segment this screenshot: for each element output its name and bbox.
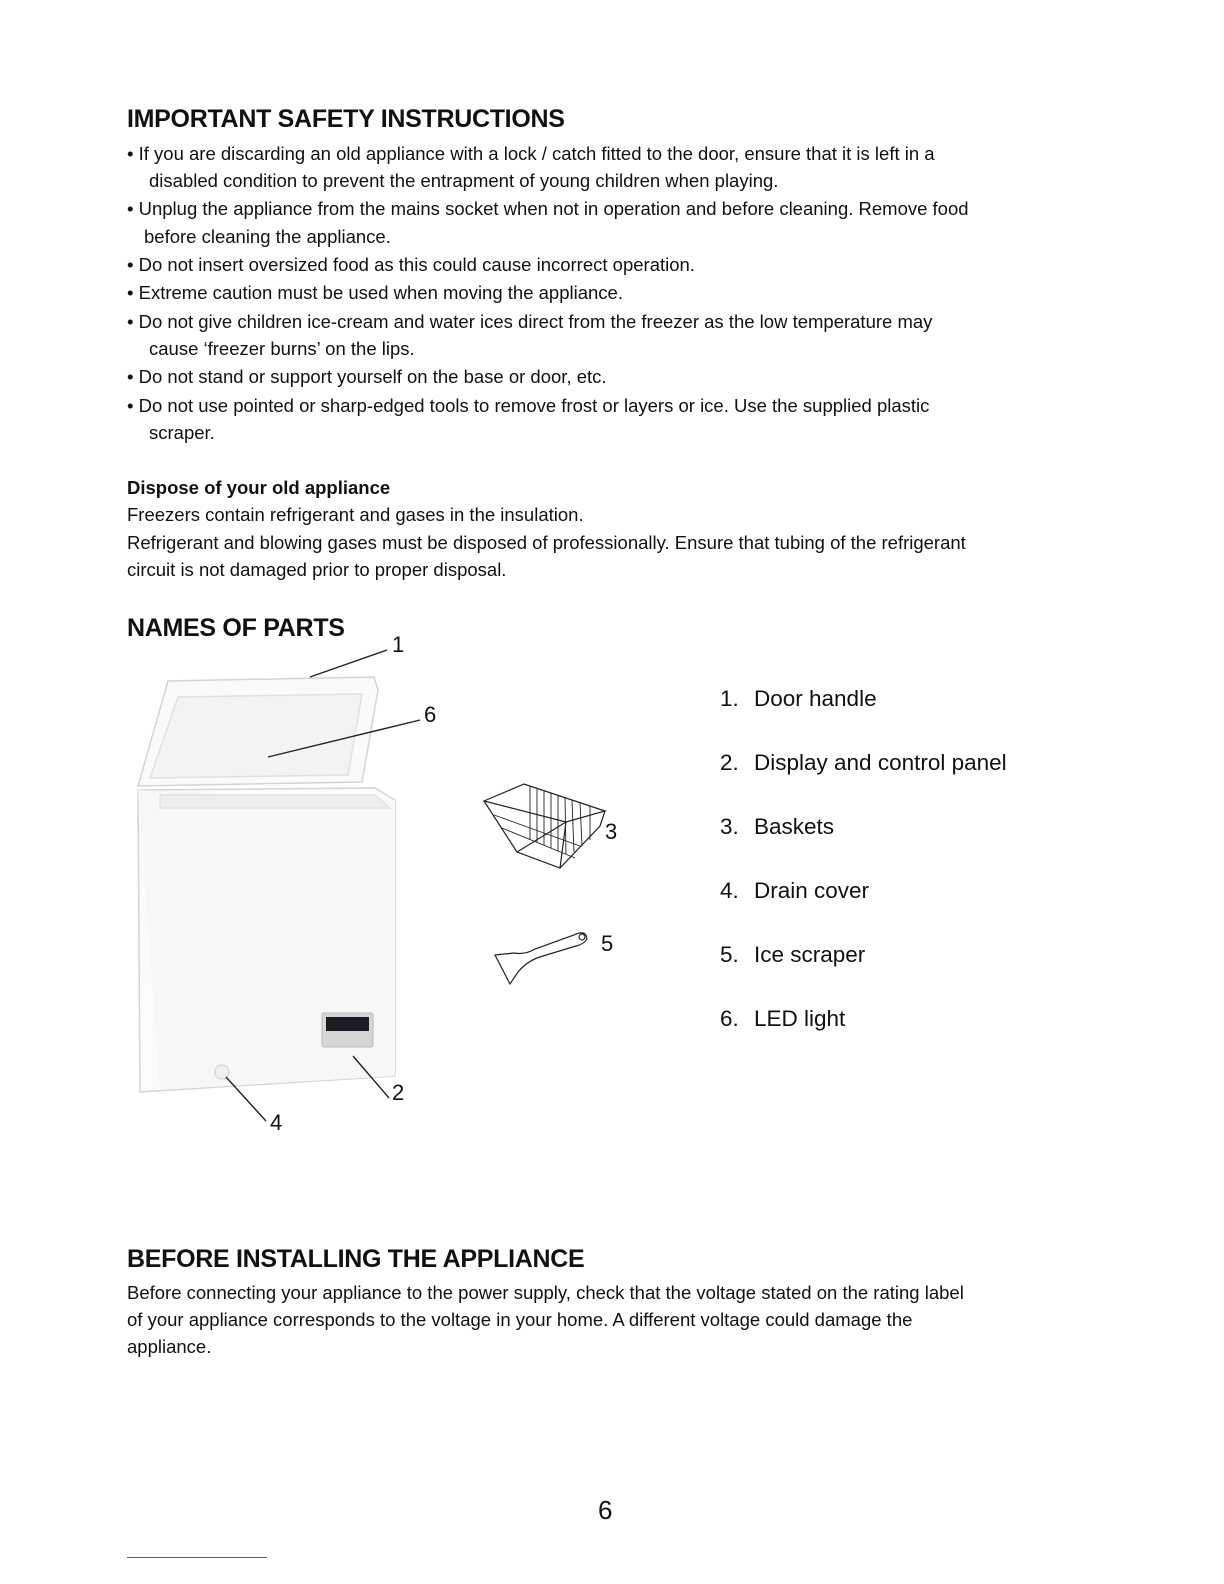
safety-line: • Unplug the appliance from the mains socket when not in operation and before cleaning. Remove food — [127, 198, 969, 219]
parts-heading: NAMES OF PARTS — [127, 614, 345, 642]
part-label: Display and control panel — [754, 750, 1007, 775]
footnote-divider — [127, 1557, 267, 1558]
installing-line: appliance. — [127, 1336, 212, 1357]
part-label: Baskets — [754, 814, 835, 839]
part-number: 6. — [720, 1006, 739, 1031]
installing-line: Before connecting your appliance to the power supply, check that the voltage stated on the rating label — [127, 1282, 964, 1303]
callout-5: 5 — [601, 931, 614, 956]
drain-cover — [215, 1065, 229, 1079]
part-number: 1. — [720, 686, 739, 711]
part-number: 4. — [720, 878, 739, 903]
dispose-line: circuit is not damaged prior to proper disposal. — [127, 559, 507, 580]
safety-line: cause ‘freezer burns’ on the lips. — [149, 338, 415, 359]
part-item — [720, 942, 865, 968]
basket-drawing — [484, 784, 605, 868]
part-item — [720, 878, 869, 904]
safety-line: • Extreme caution must be used when moving the appliance. — [127, 282, 623, 303]
safety-heading: IMPORTANT SAFETY INSTRUCTIONS — [127, 105, 565, 133]
callout-1: 1 — [392, 632, 405, 657]
part-label: Ice scraper — [754, 942, 866, 967]
dispose-heading: Dispose of your old appliance — [127, 477, 391, 498]
safety-line: before cleaning the appliance. — [144, 226, 391, 247]
safety-line: scraper. — [149, 422, 215, 443]
safety-line: • If you are discarding an old appliance with a lock / catch fitted to the door, ensure that it is left in a — [127, 143, 935, 164]
callout-4: 4 — [270, 1110, 283, 1135]
page-number: 6 — [598, 1495, 613, 1525]
part-item — [720, 750, 1007, 776]
safety-line: • Do not stand or support yourself on the base or door, etc. — [127, 366, 607, 387]
part-item — [720, 814, 834, 840]
part-label: Drain cover — [754, 878, 870, 903]
callout-2: 2 — [392, 1080, 405, 1105]
dispose-line: Freezers contain refrigerant and gases in the insulation. — [127, 504, 584, 525]
part-number: 5. — [720, 942, 739, 967]
part-label: Door handle — [754, 686, 877, 711]
safety-line: • Do not insert oversized food as this could cause incorrect operation. — [127, 254, 695, 275]
callout-3: 3 — [605, 819, 618, 844]
part-number: 2. — [720, 750, 739, 775]
safety-line: disabled condition to prevent the entrapment of young children when playing. — [149, 170, 779, 191]
safety-line: • Do not use pointed or sharp-edged tools to remove frost or layers or ice. Use the supplied plastic — [127, 395, 930, 416]
part-item — [720, 686, 877, 712]
installing-heading: BEFORE INSTALLING THE APPLIANCE — [127, 1245, 585, 1273]
installing-line: of your appliance corresponds to the voltage in your home. A different voltage could damage the — [127, 1309, 913, 1330]
safety-line: • Do not give children ice-cream and water ices direct from the freezer as the low temperature may — [127, 311, 933, 332]
part-item — [720, 1006, 845, 1032]
callout-6: 6 — [424, 702, 437, 727]
ice-scraper-drawing — [495, 933, 587, 984]
part-number: 3. — [720, 814, 739, 839]
part-label: LED light — [754, 1006, 846, 1031]
dispose-line: Refrigerant and blowing gases must be disposed of professionally. Ensure that tubing of the refrigerant — [127, 532, 966, 553]
